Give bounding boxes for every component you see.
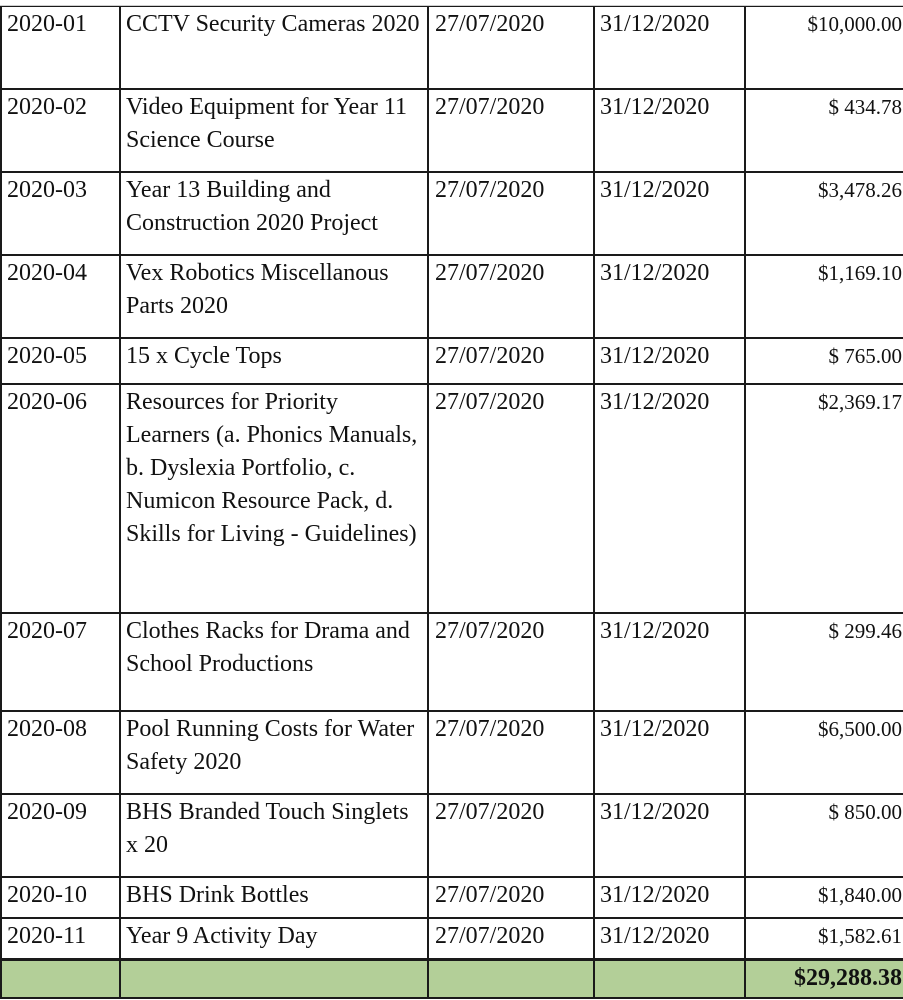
amount-cell: $ 850.00 xyxy=(745,794,903,877)
start-date-cell: 27/07/2020 xyxy=(428,384,594,613)
end-date-cell: 31/12/2020 xyxy=(594,384,745,613)
table-row xyxy=(1,338,903,384)
start-date-cell: 27/07/2020 xyxy=(428,255,594,338)
table-row xyxy=(1,711,903,794)
ref-cell: 2020-03 xyxy=(1,172,120,255)
table-row xyxy=(1,255,903,338)
amount-cell: $1,169.10 xyxy=(745,255,903,338)
description-cell: Pool Running Costs for Water Safety 2020 xyxy=(120,711,428,794)
ref-cell: 2020-02 xyxy=(1,89,120,172)
description-cell: Video Equipment for Year 11 Science Course xyxy=(120,89,428,172)
ref-cell: 2020-07 xyxy=(1,613,120,711)
end-date-cell: 31/12/2020 xyxy=(594,877,745,918)
start-date-cell: 27/07/2020 xyxy=(428,338,594,384)
ref-cell: 2020-05 xyxy=(1,338,120,384)
amount-cell: $6,500.00 xyxy=(745,711,903,794)
description-cell: Year 13 Building and Construction 2020 Project xyxy=(120,172,428,255)
description-cell: Vex Robotics Miscellanous Parts 2020 xyxy=(120,255,428,338)
amount-cell: $ 765.00 xyxy=(745,338,903,384)
top-edge-divider xyxy=(0,0,903,6)
description-cell: BHS Drink Bottles xyxy=(120,877,428,918)
end-date-cell: 31/12/2020 xyxy=(594,89,745,172)
end-date-cell: 31/12/2020 xyxy=(594,6,745,89)
amount-cell: $1,840.00 xyxy=(745,877,903,918)
start-date-cell: 27/07/2020 xyxy=(428,877,594,918)
total-description-cell xyxy=(120,959,428,998)
end-date-cell: 31/12/2020 xyxy=(594,338,745,384)
end-date-cell: 31/12/2020 xyxy=(594,255,745,338)
ref-cell: 2020-11 xyxy=(1,918,120,959)
start-date-cell: 27/07/2020 xyxy=(428,172,594,255)
start-date-cell: 27/07/2020 xyxy=(428,613,594,711)
amount-cell: $3,478.26 xyxy=(745,172,903,255)
table-row xyxy=(1,918,903,959)
amount-cell: $1,582.61 xyxy=(745,918,903,959)
start-date-cell: 27/07/2020 xyxy=(428,794,594,877)
description-cell: Clothes Racks for Drama and School Productions xyxy=(120,613,428,711)
total-amount-cell: $29,288.38 xyxy=(745,959,903,998)
end-date-cell: 31/12/2020 xyxy=(594,918,745,959)
ref-cell: 2020-06 xyxy=(1,384,120,613)
table-row xyxy=(1,877,903,918)
table-row xyxy=(1,384,903,613)
total-start-cell xyxy=(428,959,594,998)
table-row xyxy=(1,89,903,172)
amount-cell: $ 299.46 xyxy=(745,613,903,711)
description-cell: Year 9 Activity Day xyxy=(120,918,428,959)
ref-cell: 2020-09 xyxy=(1,794,120,877)
end-date-cell: 31/12/2020 xyxy=(594,711,745,794)
description-cell: Resources for Priority Learners (a. Phonics Manuals, b. Dyslexia Portfolio, c. Numicon Resource Pack, d. Skills for Living - Guidelines) xyxy=(120,384,428,613)
table-row xyxy=(1,6,903,89)
ref-cell: 2020-01 xyxy=(1,6,120,89)
description-cell: 15 x Cycle Tops xyxy=(120,338,428,384)
total-row xyxy=(1,959,903,998)
amount-cell: $ 434.78 xyxy=(745,89,903,172)
end-date-cell: 31/12/2020 xyxy=(594,794,745,877)
start-date-cell: 27/07/2020 xyxy=(428,711,594,794)
start-date-cell: 27/07/2020 xyxy=(428,918,594,959)
ref-cell: 2020-08 xyxy=(1,711,120,794)
start-date-cell: 27/07/2020 xyxy=(428,89,594,172)
start-date-cell: 27/07/2020 xyxy=(428,6,594,89)
amount-cell: $10,000.00 xyxy=(745,6,903,89)
description-cell: BHS Branded Touch Singlets x 20 xyxy=(120,794,428,877)
table-row xyxy=(1,172,903,255)
amount-cell: $2,369.17 xyxy=(745,384,903,613)
description-cell: CCTV Security Cameras 2020 xyxy=(120,6,428,89)
ref-cell: 2020-10 xyxy=(1,877,120,918)
grant-rows xyxy=(1,6,903,998)
table-row xyxy=(1,794,903,877)
table-row xyxy=(1,613,903,711)
grants-table xyxy=(0,5,903,999)
end-date-cell: 31/12/2020 xyxy=(594,613,745,711)
total-end-cell xyxy=(594,959,745,998)
ref-cell: 2020-04 xyxy=(1,255,120,338)
end-date-cell: 31/12/2020 xyxy=(594,172,745,255)
total-ref-cell xyxy=(1,959,120,998)
